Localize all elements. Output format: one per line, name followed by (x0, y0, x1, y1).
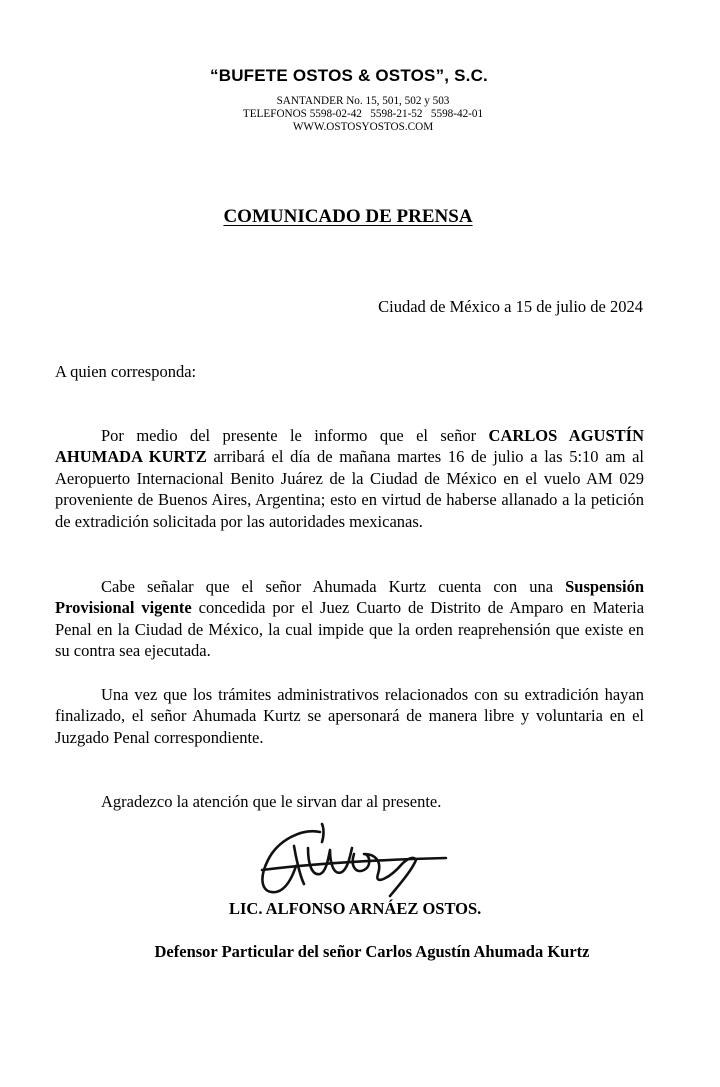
closing-line: Agradezco la atención que le sirvan dar al presente. (101, 792, 442, 811)
paragraph-surrender-text: Una vez que los trámites administrativos relacionados con su extradición hayan finalizado, el señor Ahumada Kurtz se apersonará de manera libre y voluntaria en el Juzgado Penal correspondiente. (55, 685, 644, 747)
paragraph-suspension-intro: Cabe señalar que el señor Ahumada Kurtz cuenta con una (101, 577, 566, 596)
suspension-bold: Suspensión Provisional vigente (55, 577, 644, 618)
paragraph-surrender (55, 684, 644, 748)
handwritten-signature (250, 818, 450, 900)
firm-website: WWW.OSTOSYOSTOS.COM (292, 121, 434, 133)
signer-name: LIC. ALFONSO ARNÁEZ OSTOS. (229, 899, 482, 918)
person-name-bold: CARLOS AGUSTÍN AHUMADA KURTZ (55, 426, 644, 467)
firm-address: SANTANDER No. 15, 501, 502 y 503 (276, 95, 450, 107)
paragraph-arrival (55, 425, 644, 532)
press-release-title: COMUNICADO DE PRENSA (223, 206, 473, 227)
paragraph-arrival-intro: Por medio del presente le informo que el señor (101, 426, 489, 445)
paragraph-suspension-body: concedida por el Juez Cuarto de Distrito de Amparo en Materia Penal en la Ciudad de México, la cual impide que la orden reaprehensión que existe en su contra sea ejecutada. (55, 598, 645, 661)
firm-name: “BUFETE OSTOS & OSTOS”, S.C. (210, 66, 488, 85)
paragraph-suspension (55, 576, 644, 662)
signer-title: Defensor Particular del señor Carlos Agustín Ahumada Kurtz (154, 942, 590, 961)
dateline: Ciudad de México a 15 de julio de 2024 (378, 297, 643, 316)
paragraph-arrival-body: arribará el día de mañana martes 16 de julio a las 5:10 am al Aeropuerto Internacional Benito Juárez de la Ciudad de México en el vuelo AM 029 proveniente de Buenos Aires, Argentina; esto en virtud de haberse allanado a la petición de extradición solicitada por las autoridades mexicanas. (55, 447, 644, 531)
firm-phones: TELEFONOS 5598-02-42 5598-21-52 5598-42-01 (242, 108, 484, 120)
salutation: A quien corresponda: (55, 362, 197, 381)
